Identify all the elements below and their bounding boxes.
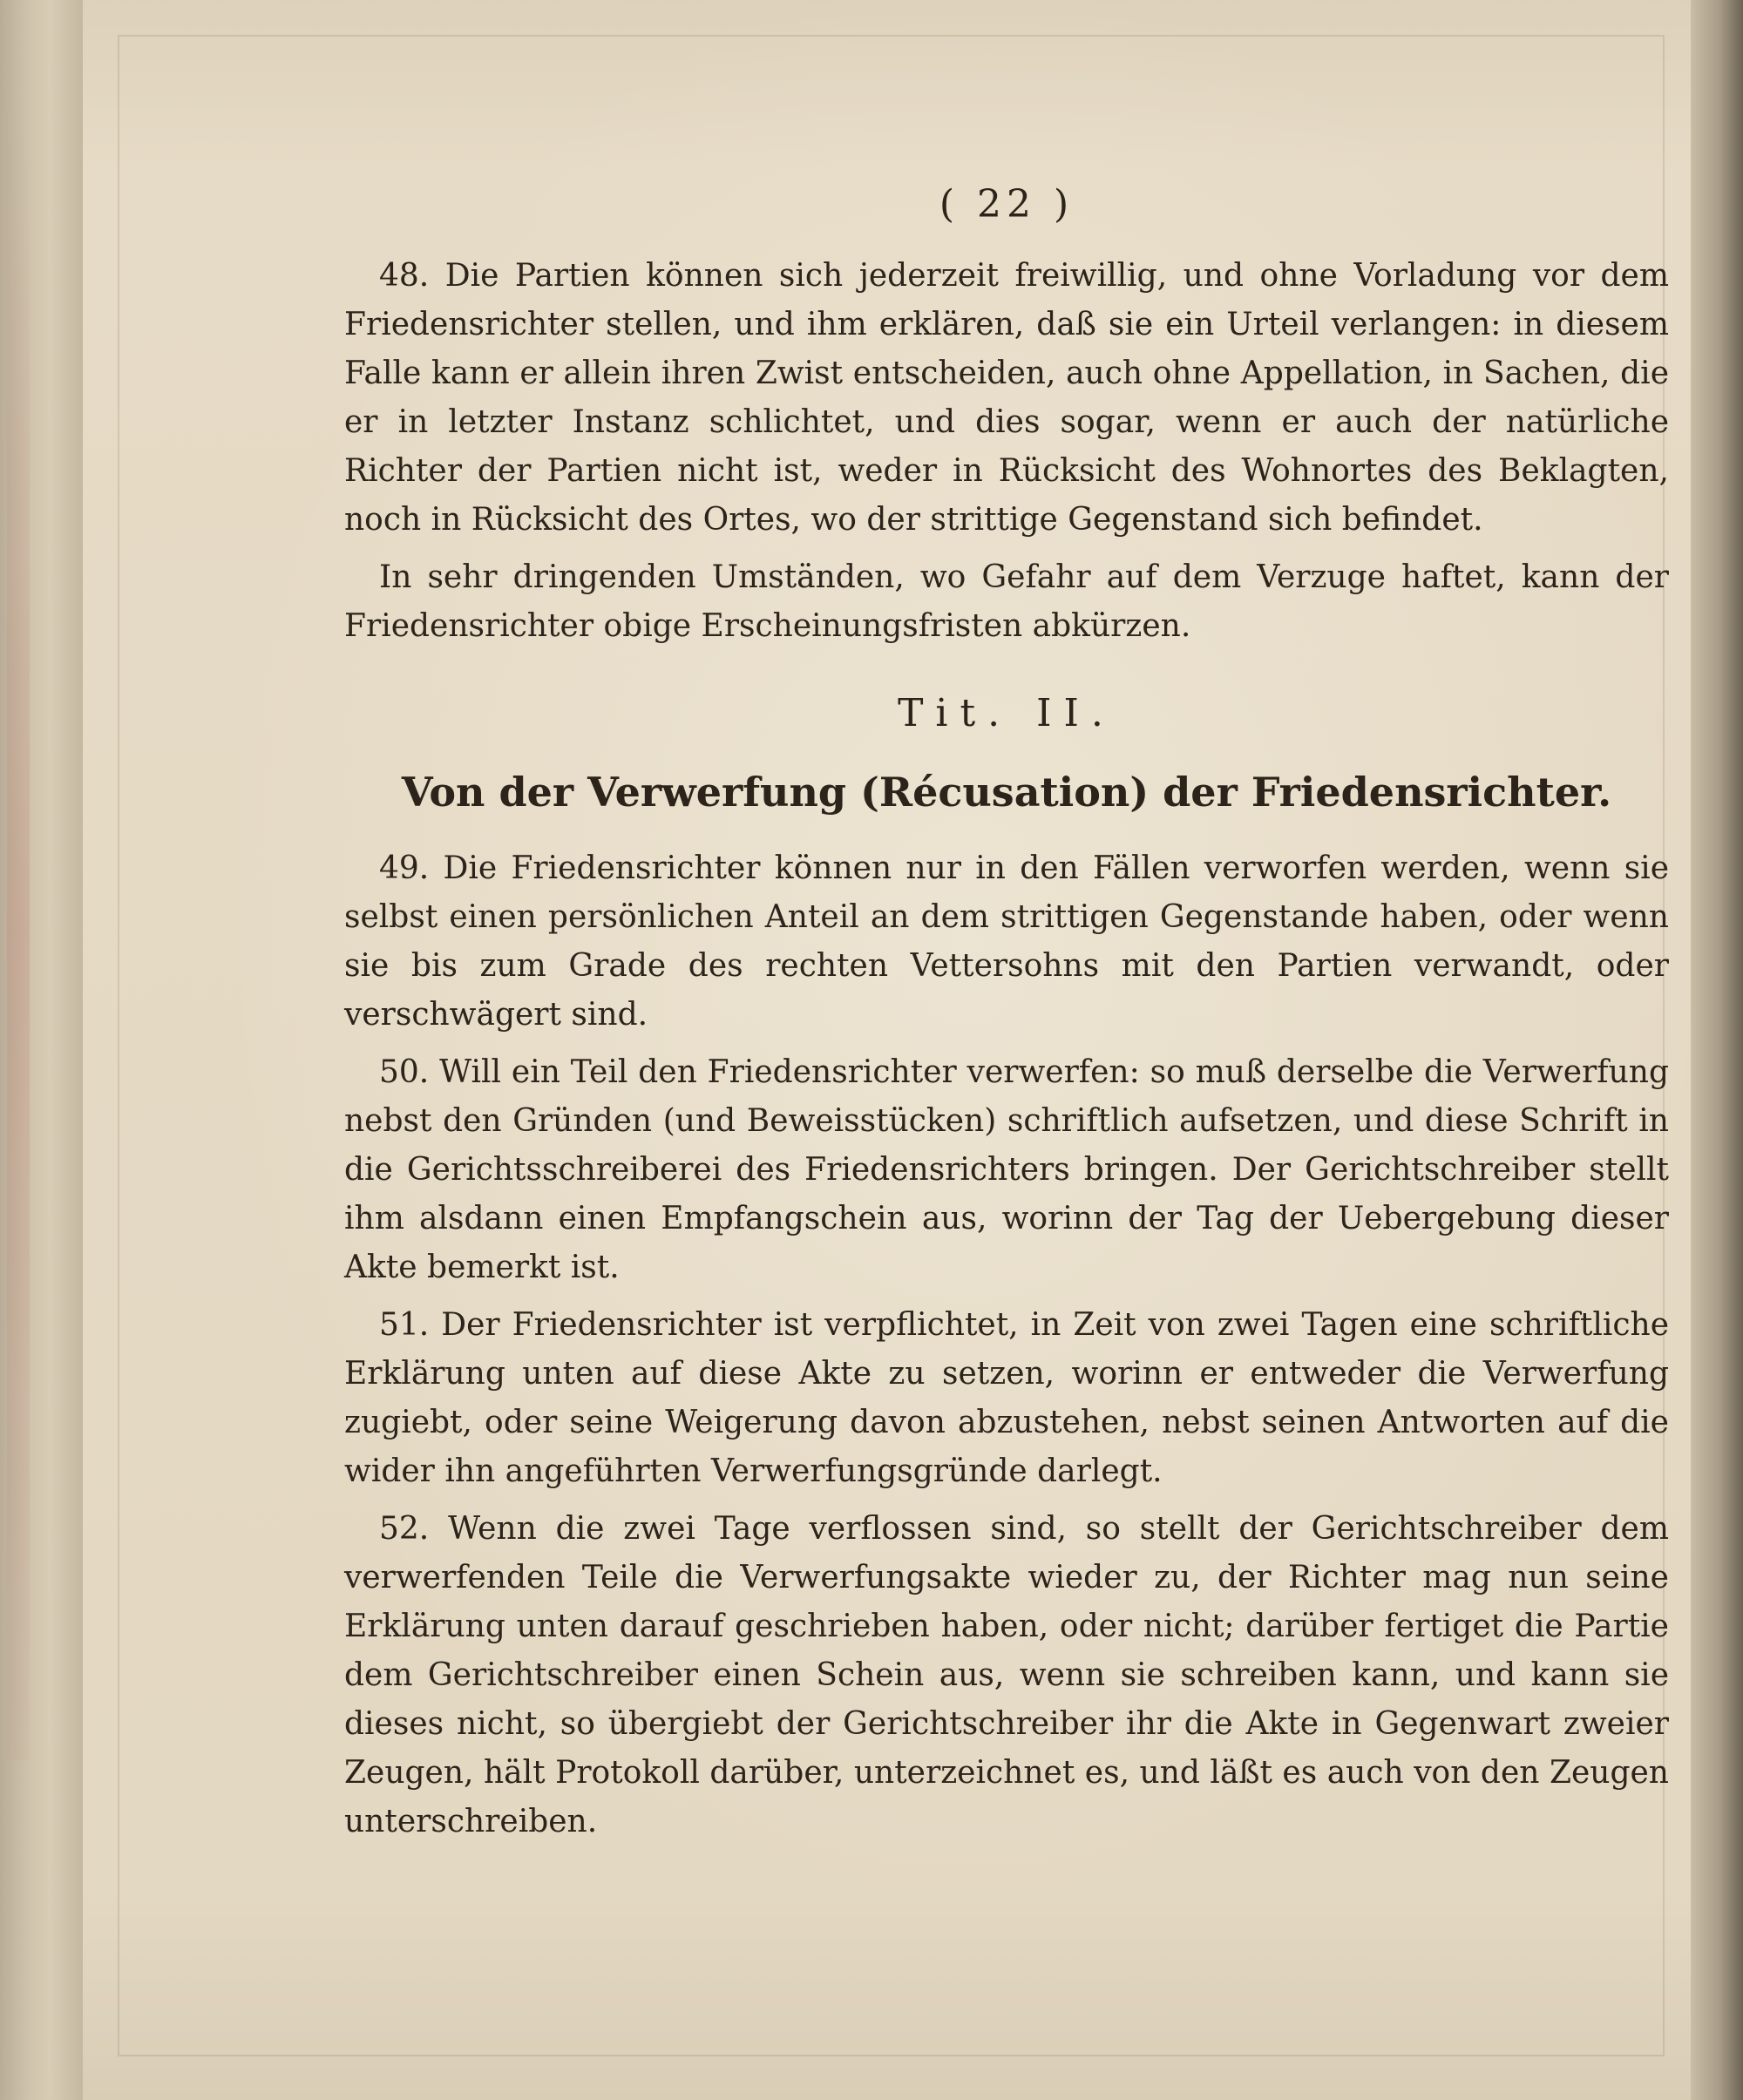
paragraph-51: 51. Der Friedensrichter ist verpflichtet, in Zeit von zwei Tagen eine schriftliche Erklärung unten auf diese Akte zu setzen, worinn er entweder die Verwerfung zugiebt, oder seine Weigerung davon abzustehen, nebst seinen Antworten auf die wider ihn angeführten Verwerfungsgründe darlegt. — [344, 1307, 1669, 1489]
paragraph-52: 52. Wenn die zwei Tage verflossen sind, so stellt der Gerichtschreiber dem verwerfenden Teile die Verwerfungsakte wieder zu, der Richter mag nun seine Erklärung unten darauf geschrieben haben, oder nicht; darüber fertiget die Partie dem Gerichtschreiber einen Schein aus, wenn sie schreiben kann, und kann sie dieses nicht, so übergiebt der Gerichtschreiber ihr die Akte in Gegenwart zweier Zeugen, hält Protokoll darüber, unterzeichnet es, und läßt es auch von den Zeugen unterschreiben. — [344, 1511, 1669, 1839]
text-column — [344, 179, 1669, 1846]
paragraph-48: 48. Die Partien können sich jederzeit freiwillig, und ohne Vorladung vor dem Friedensrichter stellen, und ihm erklären, daß sie ein Urteil verlangen: in diesem Falle kann er allein ihren Zwist entscheiden, auch ohne Appellation, in Sachen, die er in letzter Instanz schlichtet, und dies sogar, wenn er auch der natürliche Richter der Partien nicht ist, weder in Rücksicht des Wohnortes des Beklagten, noch in Rücksicht des Ortes, wo der strittige Gegenstand sich befindet. — [344, 258, 1669, 538]
section-number: Tit. II. — [898, 691, 1116, 735]
book-page — [83, 0, 1691, 2100]
paragraph-urgent-circumstances: In sehr dringenden Umständen, wo Gefahr auf dem Verzuge haftet, kann der Friedensrichter obige Erscheinungsfristen abkürzen. — [344, 559, 1669, 644]
section-title-block — [344, 686, 1669, 829]
left-page-edge — [0, 0, 83, 2100]
paragraph-50: 50. Will ein Teil den Friedensrichter verwerfen: so muß derselbe die Verwerfung nebst den Gründen (und Beweisstücken) schriftlich aufsetzen, und diese Schrift in die Gerichtsschreiberei des Friedensrichters bringen. Der Gerichtschreiber stellt ihm alsdann einen Empfangschein aus, worinn der Tag der Uebergebung dieser Akte bemerkt ist. — [344, 1054, 1669, 1285]
paragraph-49: 49. Die Friedensrichter können nur in den Fällen verworfen werden, wenn sie selbst einen persönlichen Anteil an dem strittigen Gegenstande haben, oder wenn sie bis zum Grade des rechten Vettersohns mit den Partien verwandt, oder verschwägert sind. — [344, 850, 1669, 1033]
left-edge-stain — [7, 105, 30, 1760]
section-heading: Von der Verwerfung (Récusation) der Friedensrichter. — [401, 769, 1612, 816]
page-number: ( 22 ) — [939, 182, 1075, 227]
right-page-edge — [1691, 0, 1743, 2100]
